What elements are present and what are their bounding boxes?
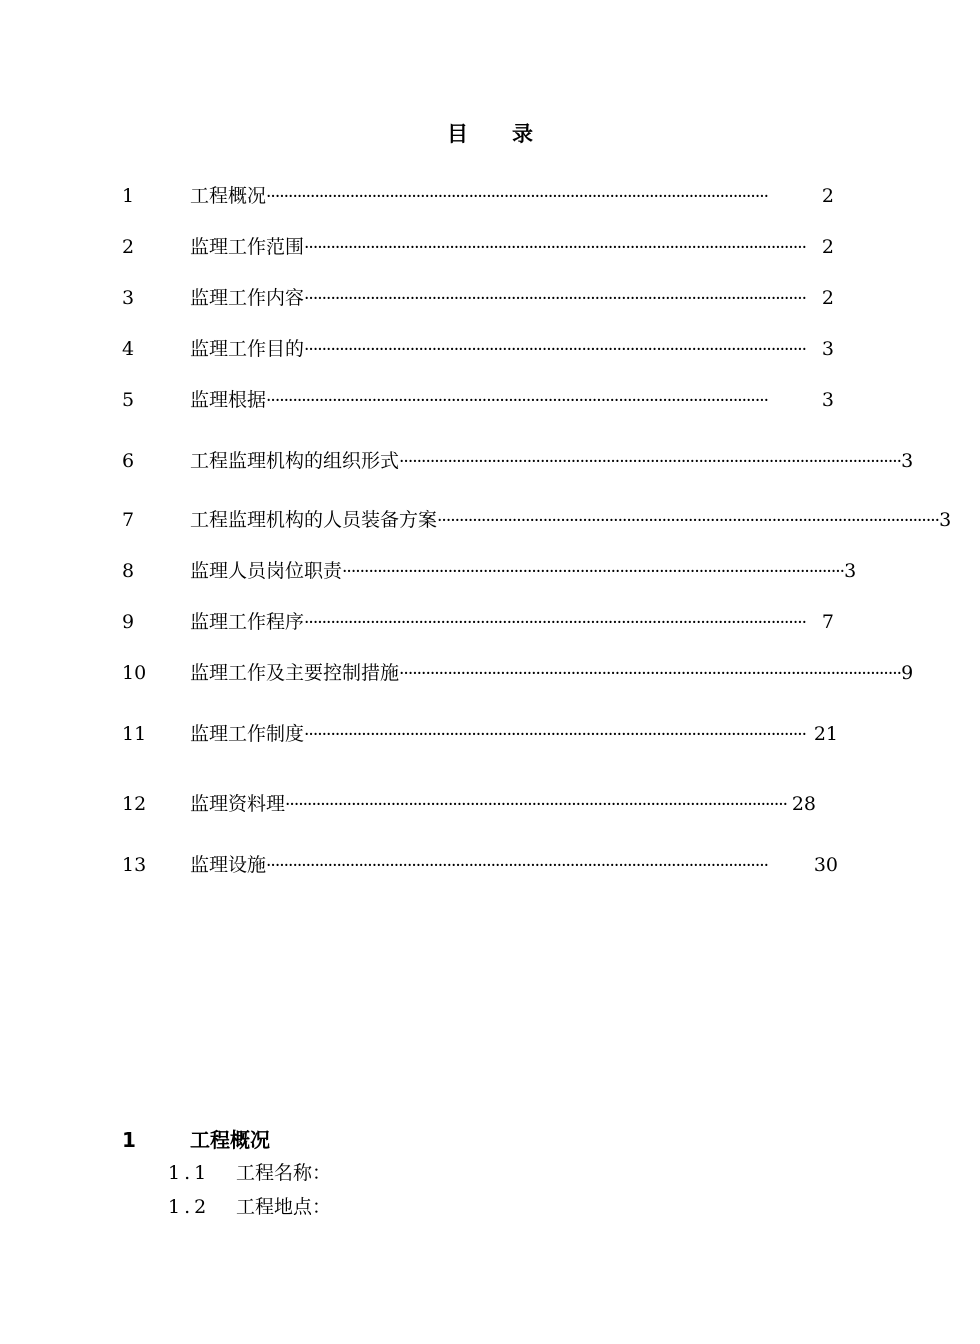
toc-entry-page: 3 [821, 338, 834, 360]
toc-entry-text: 监理工作范围 [190, 236, 305, 258]
toc-entry[interactable] [122, 558, 857, 584]
toc-entry-text: 监理工作制度 [190, 723, 305, 745]
toc-entry-text: 监理设施 [190, 854, 267, 876]
toc-leader: ·················································································································· [304, 289, 807, 309]
toc-entry-text: 监理工作程序 [190, 611, 305, 633]
toc-entry-page: 7 [821, 611, 834, 633]
toc-entry-page: 3 [844, 560, 857, 582]
toc-entry-number: 9 [122, 611, 135, 633]
toc-entry[interactable] [122, 448, 914, 474]
toc-leader: ·················································································································· [266, 187, 769, 207]
sub-item-text: 工程名称： [236, 1162, 332, 1184]
toc-entry-page: 30 [813, 854, 838, 876]
toc-entry-text: 工程监理机构的人员装备方案 [190, 509, 438, 531]
toc-entry-page: 28 [791, 793, 816, 815]
toc-entry-number: 11 [122, 723, 147, 745]
toc-entry-text: 工程监理机构的组织形式 [190, 450, 400, 472]
toc-title: 目录 [447, 122, 577, 146]
toc-entry[interactable] [122, 234, 834, 260]
toc-leader: ·················································································································· [285, 795, 788, 815]
toc-entry-page: 3 [939, 509, 952, 531]
toc-entry[interactable] [122, 507, 952, 533]
toc-entry-page: 9 [901, 662, 914, 684]
toc-entry[interactable] [122, 660, 914, 686]
section-number: 1 [122, 1128, 136, 1152]
toc-entry-number: 8 [122, 560, 135, 582]
toc-entry-page: 21 [813, 723, 838, 745]
toc-entry-text: 监理工作目的 [190, 338, 305, 360]
toc-entry-number: 13 [122, 854, 147, 876]
sub-item-text: 工程地点： [236, 1196, 332, 1218]
toc-entry[interactable] [122, 183, 834, 209]
toc-entry-number: 4 [122, 338, 135, 360]
toc-entry-number: 1 [122, 185, 135, 207]
toc-entry-page: 3 [901, 450, 914, 472]
toc-leader: ·················································································································· [399, 664, 902, 684]
toc-entry[interactable] [122, 285, 834, 311]
toc-entry-page: 2 [821, 236, 834, 258]
toc-entry-text: 工程概况 [190, 185, 267, 207]
toc-entry[interactable] [122, 336, 834, 362]
toc-entry[interactable] [122, 791, 816, 817]
sub-item-number: 1.1 [168, 1162, 211, 1184]
toc-leader: ·················································································································· [437, 511, 940, 531]
toc-leader: ·················································································································· [266, 391, 769, 411]
sub-item [168, 1160, 331, 1186]
toc-entry-text: 监理根据 [190, 389, 267, 411]
toc-entry-number: 12 [122, 793, 147, 815]
toc-entry[interactable] [122, 609, 834, 635]
toc-entry-text: 监理工作内容 [190, 287, 305, 309]
sub-item [168, 1194, 331, 1220]
toc-entry-page: 3 [821, 389, 834, 411]
toc-leader: ·················································································································· [266, 856, 769, 876]
toc-entry-number: 5 [122, 389, 135, 411]
toc-entry-number: 2 [122, 236, 135, 258]
toc-entry-number: 10 [122, 662, 147, 684]
toc-leader: ·················································································································· [304, 725, 807, 745]
toc-entry-text: 监理工作及主要控制措施 [190, 662, 400, 684]
toc-leader: ·················································································································· [304, 340, 807, 360]
toc-entry-text: 监理人员岗位职责 [190, 560, 343, 582]
sub-item-number: 1.2 [168, 1196, 211, 1218]
toc-entry-text: 监理资料理 [190, 793, 286, 815]
toc-leader: ·················································································································· [399, 452, 902, 472]
toc-entry-number: 3 [122, 287, 135, 309]
toc-entry-page: 2 [821, 287, 834, 309]
toc-entry[interactable] [122, 852, 838, 878]
section-title: 工程概况 [190, 1128, 270, 1152]
section-heading [122, 1126, 270, 1154]
toc-entry-page: 2 [821, 185, 834, 207]
toc-leader: ·················································································································· [304, 613, 807, 633]
toc-leader: ·················································································································· [342, 562, 845, 582]
toc-entry[interactable] [122, 387, 834, 413]
toc-entry-number: 7 [122, 509, 135, 531]
toc-leader: ·················································································································· [304, 238, 807, 258]
toc-entry[interactable] [122, 721, 838, 747]
toc-entry-number: 6 [122, 450, 135, 472]
